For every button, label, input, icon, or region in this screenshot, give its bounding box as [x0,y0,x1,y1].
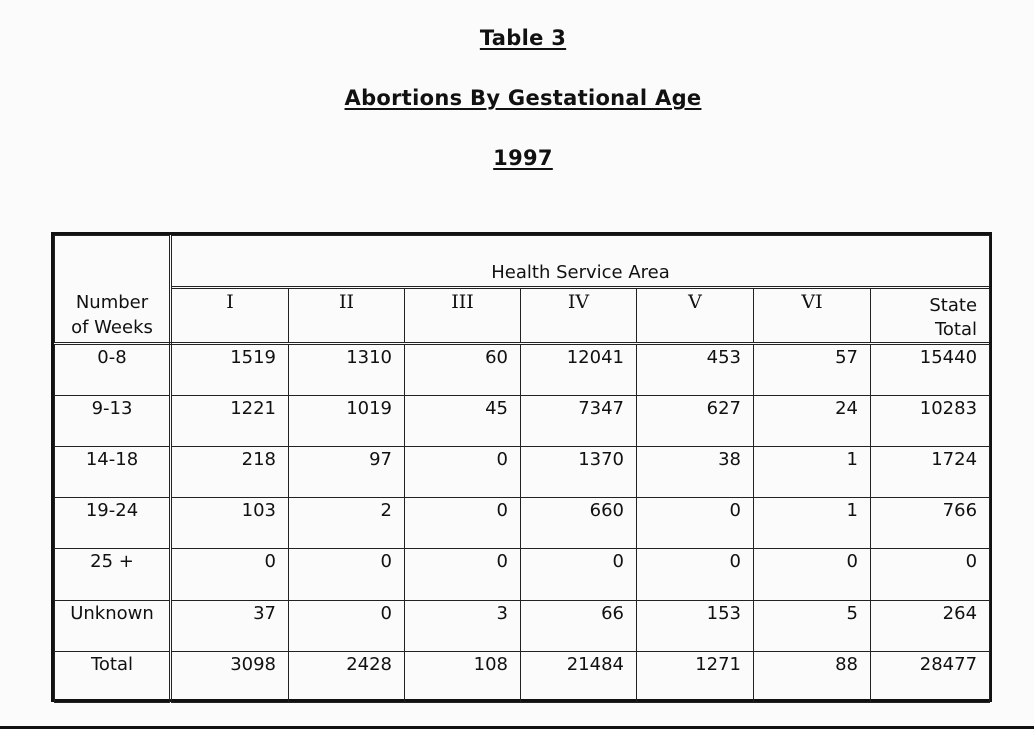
table-cell: 766 [871,498,990,549]
row-label: Total [55,652,171,703]
table-row [55,498,990,549]
row-header-line-1: Number [75,292,149,313]
table-cell: 0 [405,447,521,498]
column-header-area-2: II [289,288,405,344]
table-cell: 108 [405,652,521,703]
column-header-area-4: IV [521,288,637,344]
table-row [55,344,990,396]
table-cell: 1310 [289,344,405,396]
header-row-group [55,236,990,288]
table-subtitle: Abortions By Gestational Age [344,86,702,110]
table-cell: 38 [637,447,754,498]
row-header-cell [55,236,171,344]
table-row [55,396,990,447]
row-label: Unknown [55,601,171,652]
table-cell: 1370 [521,447,637,498]
table-cell: 3 [405,601,521,652]
column-header-area-5: V [637,288,754,344]
table-cell: 7347 [521,396,637,447]
table-cell: 1519 [171,344,289,396]
column-header-state-total [871,288,990,344]
table-cell: 97 [289,447,405,498]
row-label: 9-13 [55,396,171,447]
table-cell: 0 [289,549,405,601]
table-cell: 0 [405,549,521,601]
table-cell: 0 [289,601,405,652]
table-cell: 10283 [871,396,990,447]
table-cell: 57 [754,344,871,396]
table-cell: 453 [637,344,754,396]
table-cell: 3098 [171,652,289,703]
table-cell: 1221 [171,396,289,447]
table-cell: 66 [521,601,637,652]
table-cell: 0 [521,549,637,601]
table-row [55,601,990,652]
table-cell: 37 [171,601,289,652]
column-header-area-1: I [171,288,289,344]
state-total-line-1: State [929,295,978,316]
table-cell: 0 [405,498,521,549]
table-cell: 2 [289,498,405,549]
row-label: 0-8 [55,344,171,396]
table-row [55,549,990,601]
table-cell: 2428 [289,652,405,703]
table-cell: 0 [637,549,754,601]
table-cell: 660 [521,498,637,549]
table-cell: 264 [871,601,990,652]
table-cell: 1019 [289,396,405,447]
table-row [55,447,990,498]
table-cell: 21484 [521,652,637,703]
table-cell: 1 [754,447,871,498]
row-header-line-2: of Weeks [71,317,153,338]
table-cell: 153 [637,601,754,652]
row-label: 14-18 [55,447,171,498]
table-year: 1997 [493,146,553,170]
table-cell: 0 [637,498,754,549]
gestational-age-table [54,235,990,703]
table-cell: 12041 [521,344,637,396]
row-label: 25 + [55,549,171,601]
table-cell: 5 [754,601,871,652]
table-cell: 0 [871,549,990,601]
column-header-area-6: VI [754,288,871,344]
table-cell: 15440 [871,344,990,396]
table-number-title: Table 3 [479,26,567,50]
table-cell: 0 [171,549,289,601]
table-row-total [55,652,990,703]
table-cell: 24 [754,396,871,447]
table-cell: 45 [405,396,521,447]
table-cell: 28477 [871,652,990,703]
table-cell: 1271 [637,652,754,703]
table-cell: 103 [171,498,289,549]
table-cell: 88 [754,652,871,703]
table-cell: 218 [171,447,289,498]
state-total-line-2: Total [934,319,978,340]
header-row-columns [55,288,990,344]
table-cell: 627 [637,396,754,447]
column-header-area-3: III [405,288,521,344]
table-cell: 1724 [871,447,990,498]
row-label: 19-24 [55,498,171,549]
table-cell: 0 [754,549,871,601]
table-cell: 1 [754,498,871,549]
table-cell: 60 [405,344,521,396]
health-service-area-header: Health Service Area [171,236,990,288]
